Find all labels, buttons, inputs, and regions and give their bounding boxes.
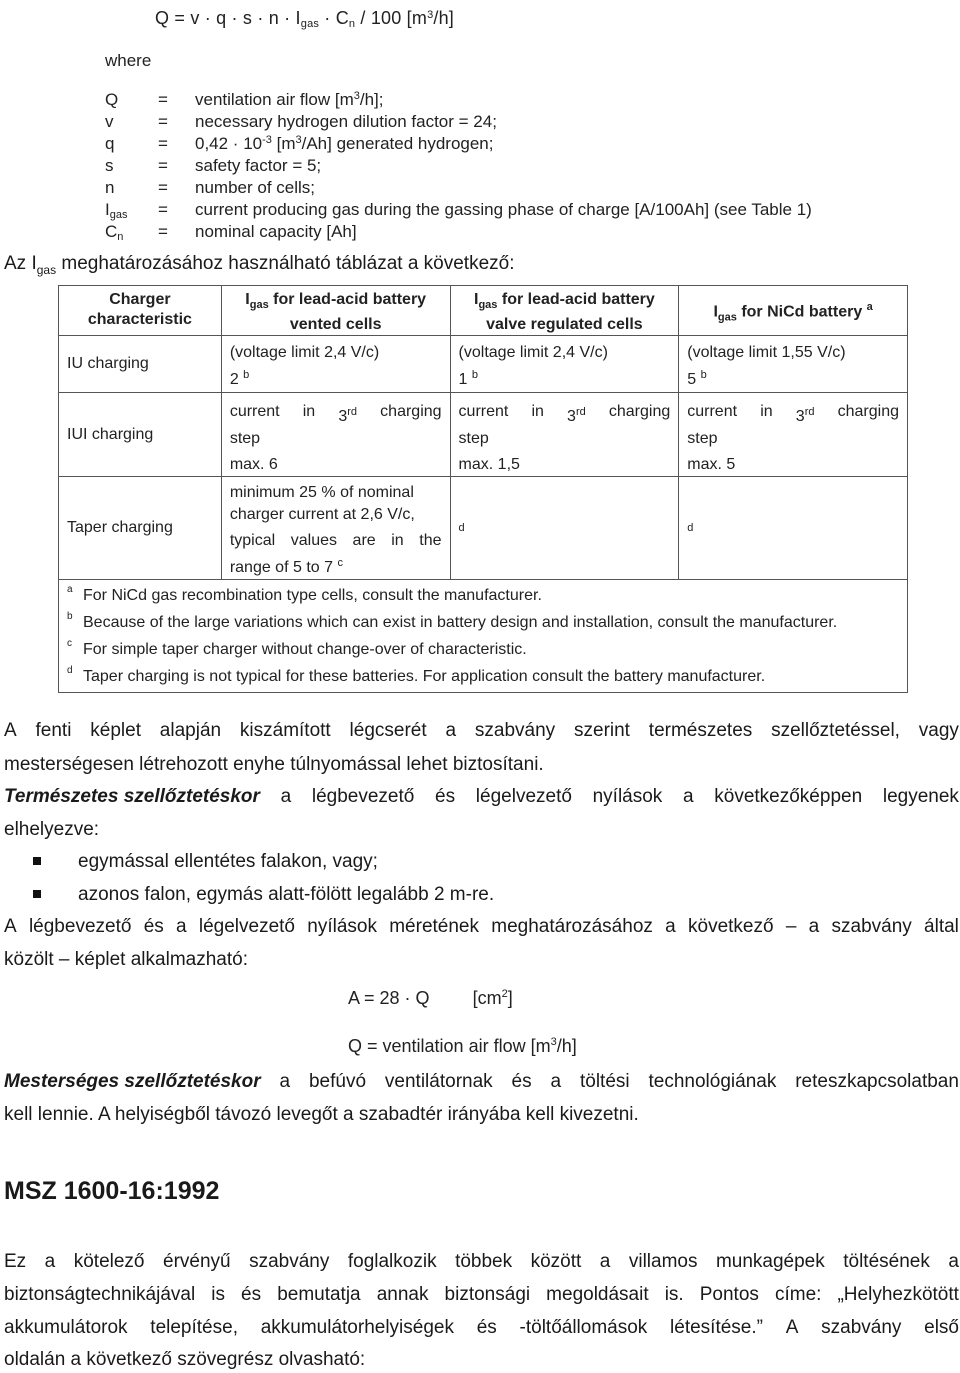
formula-eq: = (174, 8, 186, 28)
def-text: necessary hydrogen dilution factor = 24; (195, 112, 497, 131)
cell-iu-nicd: (voltage limit 1,55 V/c) 5 $^b$ (679, 336, 908, 393)
bold-term: Mesterséges szellőztetéskor (4, 1071, 261, 1092)
def-symbol: $I_{gas}$ (105, 200, 128, 221)
formula-q: Q (155, 8, 170, 28)
formula-rhs: v · q · s · n · I (190, 8, 301, 28)
ventilation-formula (155, 8, 454, 30)
def-symbol: q (105, 134, 115, 153)
paragraph-standard-line2 (4, 1284, 959, 1306)
table-row (59, 336, 908, 393)
paragraph-openings (4, 916, 959, 938)
def-eq: = (158, 178, 168, 197)
header-nicd: $I_{gas}$ for NiCd battery $^a$ (679, 286, 908, 336)
paragraph-natural-ventilation (4, 786, 959, 808)
cell-iu-valve: (voltage limit 2,4 V/c) 1 $^b$ (450, 336, 679, 393)
header-vented: $I_{gas}$ for lead-acid battery vented cells (221, 286, 450, 336)
justified-line: A légbevezető és a légelvezető nyílások méretének meghatározásához a következő – a szabvány által (4, 916, 959, 937)
paragraph-line: elhelyezve: (4, 819, 100, 840)
cell-iui-valve: current in 3rd charging step max. 1,5 (450, 393, 679, 477)
table-footnotes-row (59, 580, 908, 693)
justified-line: biztonságtechnikájával is és bemutatja annak biztonsági megoldásait is. Pontos címe: „Helyhezkötött (4, 1284, 959, 1305)
def-text: number of cells; (195, 178, 315, 197)
header-valve-regulated: $I_{gas}$ for lead-acid battery valve regulated cells (450, 286, 679, 336)
footnote: a For NiCd gas recombination type cells, consult the manufacturer. (67, 584, 542, 605)
footnote: c For simple taper charger without change-over of characteristic. (67, 638, 527, 659)
paragraph-line: kell lennie. A helyiségből távozó levegőt a szabadtér irányába kell kivezetni. (4, 1104, 639, 1125)
row-label-iu: IU charging (59, 336, 222, 393)
def-eq: = (158, 222, 168, 241)
def-symbol: s (105, 156, 114, 175)
formula-sub-gas: gas (300, 18, 320, 30)
formula-rhs-d: /h] (433, 8, 455, 28)
area-formula: A = 28 · Q $[cm^2]$ (348, 988, 513, 1008)
def-text: $0,42 \cdot 10^{-3}$ $[m^3/Ah]$ generated hydrogen; (195, 134, 494, 153)
justified-line: Mesterséges szellőztetéskor a befúvó ventilátornak és a töltési technológiának reteszkapcsolatban (4, 1071, 959, 1092)
formula-rhs-c: / 100 [m (355, 8, 428, 28)
def-eq: = (158, 134, 168, 153)
bullet-icon (33, 890, 41, 898)
formula-exp: 3 (427, 9, 434, 21)
def-text: ventilation air flow $[m^3/h]$; (195, 90, 384, 109)
footnote: d Taper charging is not typical for these batteries. For application consult the battery manufacturer. (67, 665, 766, 686)
row-label-iui: IUI charging (59, 393, 222, 477)
paragraph-line: mesterségesen létrehozott enyhe túlnyomással lehet biztosítani. (4, 754, 544, 775)
justified-line: akkumulátorok telepítése, akkumulátorhelyiségek és -töltőállomások létesítése.” A szabvány első (4, 1317, 959, 1338)
row-label-taper: Taper charging (59, 477, 222, 580)
def-eq: = (158, 200, 168, 219)
paragraph-standard (4, 1251, 959, 1273)
paragraph-ventilation (4, 720, 959, 742)
paragraph-line: oldalán a következő szövegrész olvasható: (4, 1349, 366, 1370)
def-symbol: $C_n$ (105, 222, 124, 243)
paragraph-line: közölt – képlet alkalmazható: (4, 949, 248, 970)
def-symbol: n (105, 178, 115, 197)
cell-taper-valve: d (450, 477, 679, 580)
header-charger: Charger characteristic (59, 286, 222, 336)
table-row (59, 477, 908, 580)
section-heading: MSZ 1600-16:1992 (4, 1177, 220, 1205)
def-symbol: v (105, 112, 114, 131)
cell-taper-vented: minimum 25 % of nominal charger current at 2,6 V/c, typical values are in the range of 5 to 7 $^c$ (221, 477, 450, 580)
paragraph-mechanical-ventilation (4, 1071, 959, 1093)
cell-taper-nicd: d (679, 477, 908, 580)
footnote: b Because of the large variations which can exist in battery design and installation, consult the manufacturer. (67, 611, 838, 632)
airflow-definition: Q = ventilation air flow $[m^3/h]$ (348, 1036, 577, 1056)
formula-rhs-b: · C (319, 8, 349, 28)
cell-iui-nicd: current in 3rd charging step max. 5 (679, 393, 908, 477)
bullet-item: azonos falon, egymás alatt-fölött legalább 2 m-re. (78, 884, 495, 905)
table-intro: Az $I_{gas}$ meghatározásához használható táblázat a következő: (4, 253, 515, 277)
cell-iui-vented: current in 3rd charging step max. 6 (221, 393, 450, 477)
table-header-row (59, 286, 908, 336)
where-label: where (105, 51, 152, 70)
justified-line: A fenti képlet alapján kiszámított légcserét a szabvány szerint természetes szellőztetéssel, vagy (4, 720, 959, 741)
def-eq: = (158, 90, 168, 109)
bullet-icon (33, 857, 41, 865)
justified-line: Ez a kötelező érvényű szabvány foglalkozik többek között a villamos munkagépek töltésének a (4, 1251, 959, 1272)
def-symbol: Q (105, 90, 119, 109)
bold-term: Természetes szellőztetéskor (4, 786, 260, 807)
justified-line: Természetes szellőztetéskor a légbevezető és légelvezető nyílások a következőképpen legyenek (4, 786, 959, 807)
paragraph-standard-line3 (4, 1317, 959, 1339)
table-footnotes (59, 580, 908, 693)
def-eq: = (158, 112, 168, 131)
def-text: safety factor = 5; (195, 156, 322, 175)
cell-iu-vented: (voltage limit 2,4 V/c) 2 $^b$ (221, 336, 450, 393)
bullet-item: egymással ellentétes falakon, vagy; (78, 851, 378, 872)
igas-table (58, 285, 908, 693)
table-row (59, 393, 908, 477)
def-eq: = (158, 156, 168, 175)
def-text: nominal capacity [Ah] (195, 222, 357, 241)
def-text: current producing gas during the gassing phase of charge [A/100Ah] (see Table 1) (195, 200, 812, 219)
formula-sub-n: n (348, 18, 356, 30)
